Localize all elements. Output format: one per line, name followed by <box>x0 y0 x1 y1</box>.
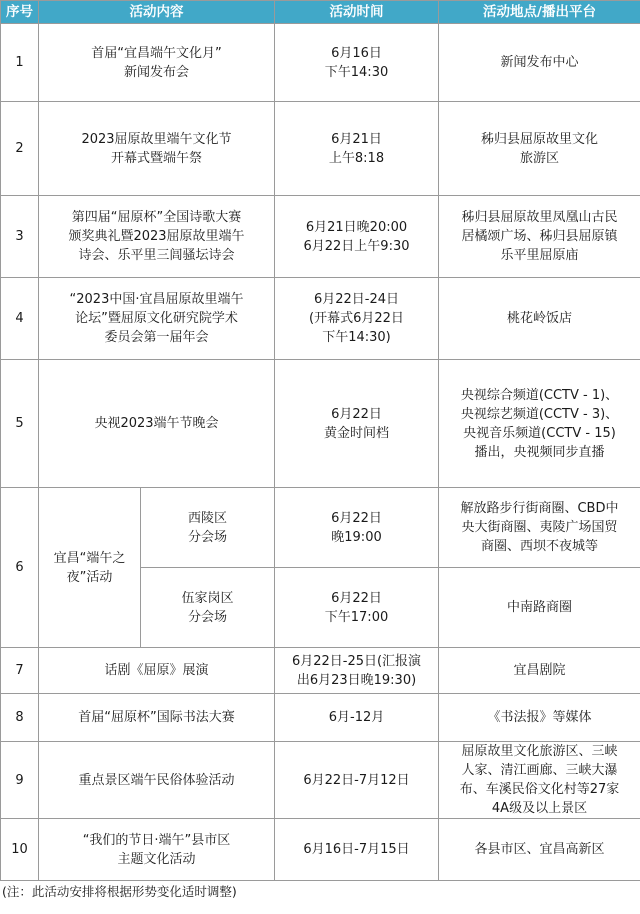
activity-time <box>275 360 439 488</box>
activity-place-line: 宜昌剧院 <box>513 663 566 678</box>
activity-place-line: 各县市区、宜昌高新区 <box>474 842 605 857</box>
activity-place-line: 旅游区 <box>519 150 559 166</box>
activity-time-line: 6月22日 <box>331 406 382 422</box>
activity-time <box>275 24 439 102</box>
activity-place-line: 央视音乐频道(CCTV - 15) <box>463 425 616 441</box>
activity-content-line: 重点景区端午民俗体验活动 <box>78 772 235 788</box>
row-number: 6 <box>1 488 39 648</box>
activity-venue-line: 伍家岗区 <box>181 590 234 606</box>
activity-content-line: “我们的节日·端午”县市区 <box>82 832 231 848</box>
activity-time <box>275 819 439 881</box>
activity-time <box>275 742 439 819</box>
activity-content-line: 第四届“屈原杯”全国诗歌大赛 <box>71 210 242 225</box>
activity-place-line: 屈原故里文化旅游区、三峡 <box>461 744 618 759</box>
activity-time-line: 6月22日上午9:30 <box>303 238 410 254</box>
table-row <box>1 196 640 278</box>
activity-content-line: 开幕式暨端午祭 <box>110 150 202 166</box>
table-row <box>1 278 640 360</box>
activity-content <box>39 278 275 360</box>
activity-venue <box>141 488 275 568</box>
activity-place-line: 播出，央视频同步直播 <box>474 444 605 460</box>
activity-time-line: 下午17:00 <box>324 609 389 625</box>
header-time: 活动时间 <box>275 1 439 24</box>
activity-content <box>39 488 141 648</box>
activity-time <box>275 278 439 360</box>
table-row <box>1 24 640 102</box>
activity-content-line: “2023中国·宜昌屈原故里端午 <box>69 292 244 307</box>
activity-place-line: 《书法报》等媒体 <box>487 710 592 725</box>
activity-place <box>439 196 640 278</box>
table-row <box>1 742 640 819</box>
activity-time-line: 6月22日-24日 <box>313 292 400 307</box>
activity-content <box>39 24 275 102</box>
activity-place <box>439 742 640 819</box>
activity-venue-line: 西陵区 <box>187 510 227 526</box>
footnote: (注：此活动安排将根据形势变化适时调整) <box>2 884 237 899</box>
activity-time <box>275 196 439 278</box>
row-number: 2 <box>1 102 39 196</box>
activity-time-line: 6月22日 <box>331 510 382 526</box>
activity-content-line: 首届“宜昌端午文化月” <box>91 45 222 61</box>
activity-time-line: 6月22日-7月12日 <box>303 772 410 788</box>
activity-time-line: 6月21日 <box>331 131 382 147</box>
activity-place <box>439 694 640 742</box>
activity-content-line: 话剧《屈原》展演 <box>104 663 209 678</box>
activity-content <box>39 360 275 488</box>
activity-time <box>275 694 439 742</box>
table-row <box>1 819 640 881</box>
activity-content-line: 主题文化活动 <box>117 851 196 867</box>
activity-content-line: 颁奖典礼暨2023屈原故里端午 <box>68 229 245 244</box>
row-number: 7 <box>1 648 39 694</box>
activity-time-line: 晚19:00 <box>331 529 382 545</box>
activity-time-line: 6月21日晚20:00 <box>305 219 408 235</box>
activity-content <box>39 196 275 278</box>
activity-place <box>439 819 640 881</box>
table-row <box>1 694 640 742</box>
activity-time-line: 6月-12月 <box>328 710 385 725</box>
activity-content-line: 宜昌“端午之 <box>53 550 126 566</box>
activity-place <box>439 488 640 568</box>
activity-time-line: 下午14:30) <box>322 330 391 345</box>
activity-place-line: 秭归县屈原故里文化 <box>480 131 598 147</box>
activity-place-line: 中南路商圈 <box>506 600 572 615</box>
activity-place-line: 居橘颂广场、秭归县屈原镇 <box>461 229 618 244</box>
header-place: 活动地点/播出平台 <box>439 1 640 24</box>
activity-place-line: 秭归县屈原故里凤凰山古民 <box>461 210 618 225</box>
activity-content <box>39 102 275 196</box>
activity-place <box>439 102 640 196</box>
activity-venue-line: 分会场 <box>187 609 227 625</box>
table-header-row <box>1 1 640 24</box>
activity-place-line: 央视综合频道(CCTV - 1)、 <box>460 387 619 403</box>
activity-venue <box>141 568 275 648</box>
activity-time-line: 6月16日-7月15日 <box>303 842 410 857</box>
activity-place <box>439 360 640 488</box>
activity-content-line: 新闻发布会 <box>123 64 189 80</box>
activity-place-line: 央大街商圈、夷陵广场国贸 <box>461 520 618 535</box>
activity-place-line: 4A级及以上景区 <box>491 801 588 816</box>
row-number: 1 <box>1 24 39 102</box>
activity-time <box>275 102 439 196</box>
activity-place-line: 商圈、西坝不夜城等 <box>480 539 598 554</box>
activity-place <box>439 648 640 694</box>
activity-time-line: 出6月23日晚19:30) <box>296 672 417 688</box>
activity-place-line: 人家、清江画廊、三峡大瀑 <box>461 763 618 778</box>
activity-time <box>275 568 439 648</box>
row-number: 4 <box>1 278 39 360</box>
activity-content-line: 央视2023端午节晚会 <box>94 416 219 431</box>
activity-content <box>39 742 275 819</box>
activity-place-line: 央视综艺频道(CCTV - 3)、 <box>460 406 619 422</box>
activity-time-line: 上午8:18 <box>328 150 385 166</box>
activity-venue-line: 分会场 <box>187 529 227 545</box>
activity-content-line: 委员会第一届年会 <box>104 330 209 345</box>
activity-place-line: 解放路步行街商圈、CBD中 <box>460 501 619 516</box>
activity-place-line: 乐平里屈原庙 <box>500 248 579 263</box>
activity-time <box>275 648 439 694</box>
row-number: 10 <box>1 819 39 881</box>
activity-time-line: (开幕式6月22日 <box>309 311 404 326</box>
activity-place <box>439 278 640 360</box>
activity-place-line: 布、车溪民俗文化村等27家 <box>459 782 620 797</box>
activity-content-line: 论坛”暨屈原文化研究院学术 <box>75 311 238 326</box>
row-number: 5 <box>1 360 39 488</box>
row-number: 9 <box>1 742 39 819</box>
activity-content-line: 首届“屈原杯”国际书法大赛 <box>78 710 235 725</box>
activity-place-line: 新闻发布中心 <box>500 55 579 70</box>
activity-place <box>439 568 640 648</box>
activity-time <box>275 488 439 568</box>
activity-time-line: 6月22日-25日(汇报演 <box>291 653 422 669</box>
activity-time-line: 6月22日 <box>331 590 382 606</box>
activity-content-line: 诗会、乐平里三闾骚坛诗会 <box>78 248 235 263</box>
header-no: 序号 <box>1 1 39 24</box>
activity-content-line: 夜”活动 <box>66 569 113 585</box>
header-content: 活动内容 <box>39 1 275 24</box>
activity-place <box>439 24 640 102</box>
activity-time-line: 下午14:30 <box>324 64 389 80</box>
row-number: 8 <box>1 694 39 742</box>
row-number: 3 <box>1 196 39 278</box>
activity-content <box>39 819 275 881</box>
activity-place-line: 桃花岭饭店 <box>506 311 572 326</box>
activity-content <box>39 694 275 742</box>
activity-content <box>39 648 275 694</box>
activity-time-line: 黄金时间档 <box>323 425 389 441</box>
activity-time-line: 6月16日 <box>331 45 382 61</box>
table-row <box>1 488 640 568</box>
table-row <box>1 360 640 488</box>
table-row <box>1 648 640 694</box>
table-row <box>1 102 640 196</box>
activity-content-line: 2023屈原故里端午文化节 <box>81 131 232 147</box>
